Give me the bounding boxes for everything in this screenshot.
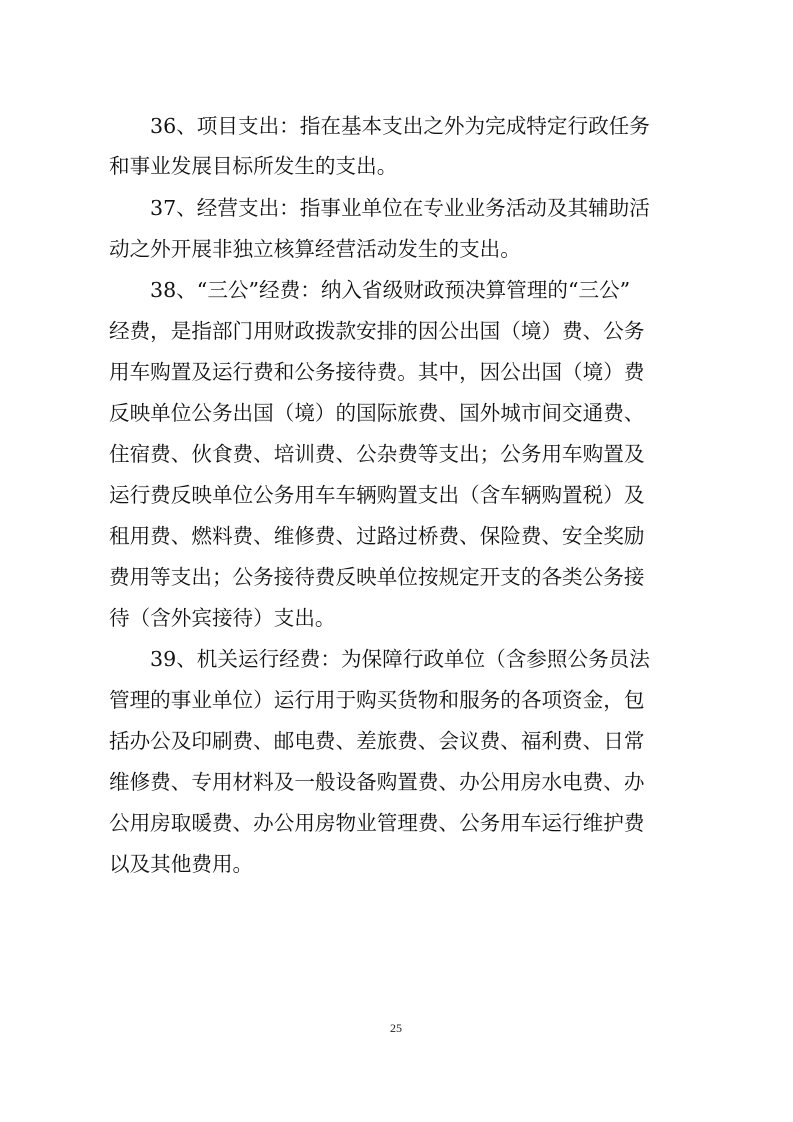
paragraph-36-line-1: 36、项目支出：指在基本支出之外为完成特定行政任务 bbox=[150, 114, 650, 138]
paragraph-39-line-4: 维修费、专用材料及一般设备购置费、办公用房水电费、办 bbox=[109, 770, 645, 794]
paragraph-39-line-2: 管理的事业单位）运行用于购买货物和服务的各项资金，包 bbox=[109, 688, 645, 712]
paragraph-38-line-6: 运行费反映单位公务用车车辆购置支出（含车辆购置税）及 bbox=[109, 483, 645, 507]
paragraph-36-line-2: 和事业发展目标所发生的支出。 bbox=[109, 154, 398, 178]
paragraph-38-line-5: 住宿费、伙食费、培训费、公杂费等支出；公务用车购置及 bbox=[109, 442, 645, 466]
page-number: 25 bbox=[390, 1021, 402, 1035]
paragraph-39-line-1: 39、机关运行经费：为保障行政单位（含参照公务员法 bbox=[150, 647, 650, 671]
paragraph-38-line-2: 经费，是指部门用财政拨款安排的因公出国（境）费、公务 bbox=[109, 319, 645, 343]
paragraph-38-line-1: 38、“三公”经费：纳入省级财政预决算管理的“三公” bbox=[150, 278, 631, 302]
paragraph-37-line-1: 37、经营支出：指事业单位在专业业务活动及其辅助活 bbox=[150, 196, 650, 220]
paragraph-38-line-9: 待（含外宾接待）支出。 bbox=[109, 606, 336, 630]
paragraph-39-line-3: 括办公及印刷费、邮电费、差旅费、会议费、福利费、日常 bbox=[109, 729, 645, 753]
paragraph-39-line-6: 以及其他费用。 bbox=[109, 852, 254, 876]
paragraph-37-line-2: 动之外开展非独立核算经营活动发生的支出。 bbox=[109, 237, 521, 261]
paragraph-39-line-5: 公用房取暖费、办公用房物业管理费、公务用车运行维护费 bbox=[109, 811, 645, 835]
paragraph-38-line-3: 用车购置及运行费和公务接待费。其中，因公出国（境）费 bbox=[109, 360, 645, 384]
paragraph-38-line-7: 租用费、燃料费、维修费、过路过桥费、保险费、安全奖励 bbox=[109, 524, 645, 548]
paragraph-38-line-4: 反映单位公务出国（境）的国际旅费、国外城市间交通费、 bbox=[109, 401, 645, 425]
paragraph-38-line-8: 费用等支出；公务接待费反映单位按规定开支的各类公务接 bbox=[109, 565, 645, 589]
